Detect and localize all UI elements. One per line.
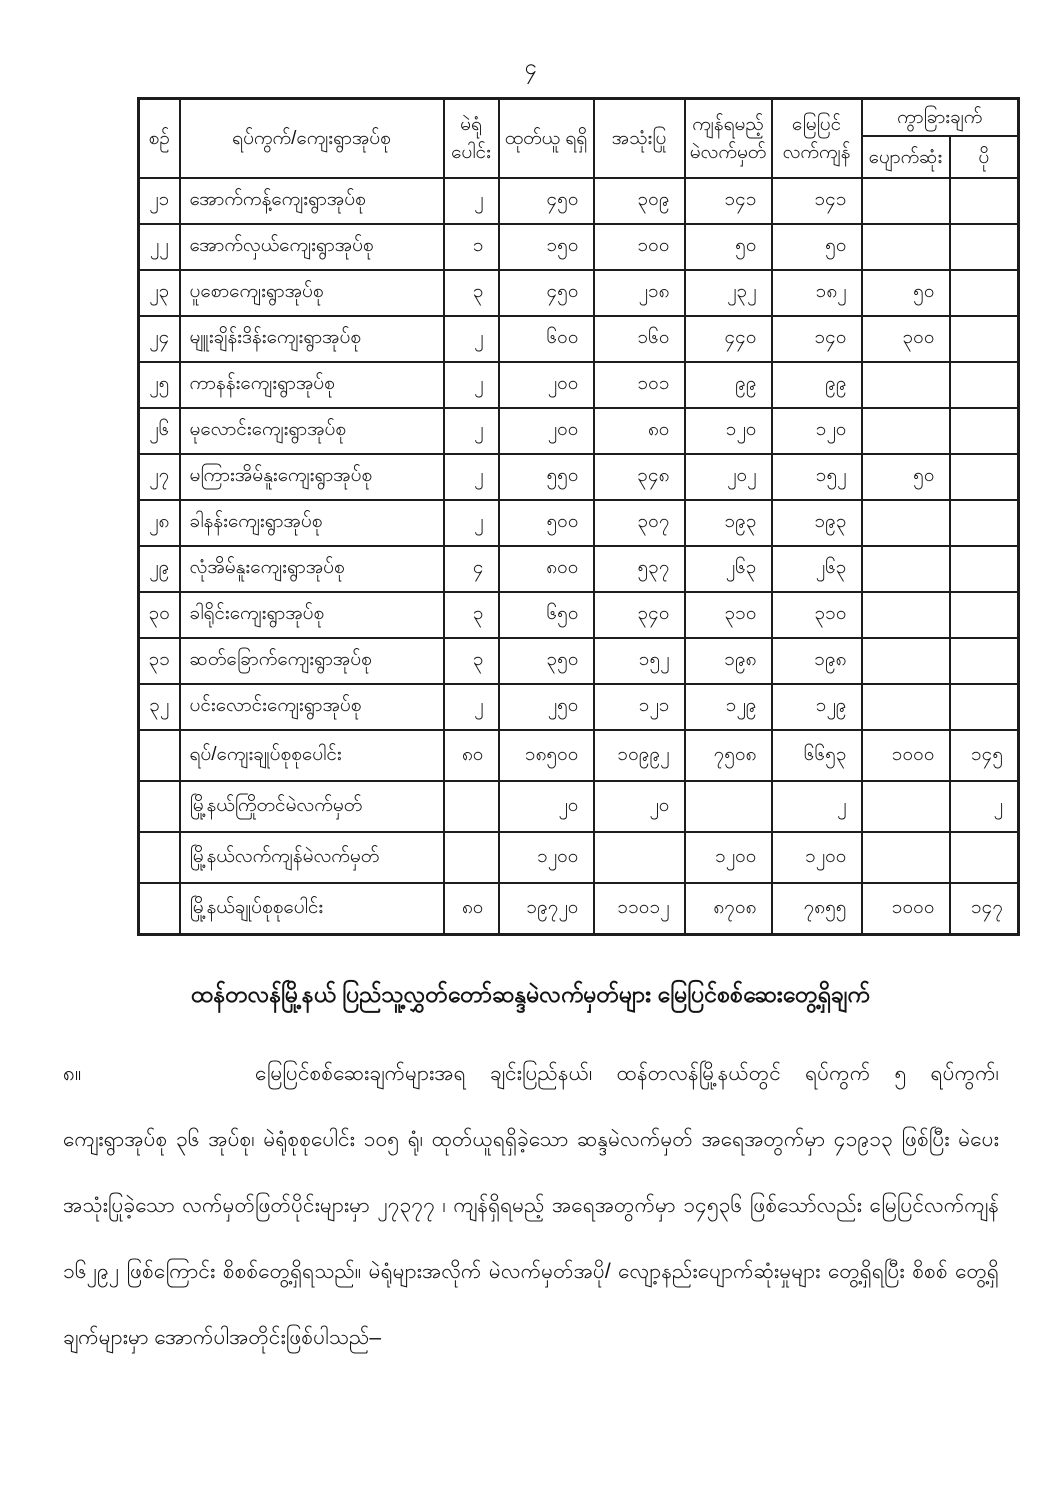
cell-count: ၂၀၂ <box>685 454 772 500</box>
header-used: အသုံးပြု <box>594 98 685 178</box>
cell-count: ၂၀ <box>499 781 594 832</box>
cell-count: ၁၉၈ <box>685 638 772 684</box>
cell-serial: ၂၄ <box>139 316 180 362</box>
cell-summary-label: မြို့နယ်လက်ကျန်မဲလက်မှတ် <box>180 832 444 883</box>
cell-count <box>862 546 950 592</box>
table-row <box>139 270 1019 316</box>
cell-serial: ၂၆ <box>139 408 180 454</box>
cell-count: ၅၀ <box>862 270 950 316</box>
cell-count: ၃ <box>444 270 499 316</box>
cell-count: ၂ <box>950 781 1019 832</box>
cell-count: ၂ <box>444 408 499 454</box>
ballot-results-table <box>137 97 1020 937</box>
cell-count <box>950 178 1019 224</box>
cell-count: ၅၃၇ <box>594 546 685 592</box>
cell-count: ၂၅၀ <box>499 684 594 730</box>
cell-count: ၈၇၀၈ <box>685 883 772 935</box>
cell-count <box>950 500 1019 546</box>
cell-count: ၂၃၂ <box>685 270 772 316</box>
table-row <box>139 408 1019 454</box>
cell-count: ၁၉၃ <box>685 500 772 546</box>
cell-count: ၈၀ <box>444 730 499 781</box>
cell-count: ၉၉ <box>685 362 772 408</box>
cell-count: ၁၅၂ <box>772 454 862 500</box>
cell-count: ၃၄၀ <box>594 592 685 638</box>
cell-count <box>862 638 950 684</box>
table-row <box>139 592 1019 638</box>
cell-count <box>950 592 1019 638</box>
cell-serial <box>139 781 180 832</box>
cell-count: ၃၀၉ <box>594 178 685 224</box>
cell-count: ၁ <box>444 224 499 270</box>
cell-count: ၁၈၅၀၀ <box>499 730 594 781</box>
cell-count: ၂ <box>444 500 499 546</box>
header-extra: ပို <box>950 136 1019 178</box>
cell-summary-label: ရပ်/ကျေးချုပ်စုစုပေါင်း <box>180 730 444 781</box>
summary-row <box>139 832 1019 883</box>
cell-serial: ၃၂ <box>139 684 180 730</box>
cell-serial: ၂၂ <box>139 224 180 270</box>
cell-count: ၈၀ <box>594 408 685 454</box>
cell-count <box>862 178 950 224</box>
cell-count: ၃၁၀ <box>772 592 862 638</box>
cell-count: ၁၀၀ <box>594 224 685 270</box>
cell-ward-village-name: လုံအိမ်နူးကျေးရွာအုပ်စု <box>180 546 444 592</box>
cell-count <box>594 832 685 883</box>
cell-count: ၂၀၀ <box>499 408 594 454</box>
cell-count: ၅၀၀ <box>499 500 594 546</box>
cell-count: ၂၀၀ <box>499 362 594 408</box>
cell-ward-village-name: မျူးချိန်းဒိန်းကျေးရွာအုပ်စု <box>180 316 444 362</box>
header-polling-stations: မဲရုံ ပေါင်း <box>444 98 499 178</box>
cell-count: ၈၀၀ <box>499 546 594 592</box>
cell-ward-village-name: ပင်းလောင်းကျေးရွာအုပ်စု <box>180 684 444 730</box>
cell-count: ၂၁၈ <box>594 270 685 316</box>
cell-count: ၅၀ <box>862 454 950 500</box>
cell-count: ၁၀၁ <box>594 362 685 408</box>
cell-count: ၉၉ <box>772 362 862 408</box>
cell-count: ၂ <box>444 316 499 362</box>
cell-count: ၈၀ <box>444 883 499 935</box>
cell-serial: ၂၁ <box>139 178 180 224</box>
cell-count: ၁၆၀ <box>594 316 685 362</box>
table-header <box>139 98 1019 178</box>
cell-count: ၁၄၀ <box>772 316 862 362</box>
cell-count: ၇၈၅၅ <box>772 883 862 935</box>
cell-count: ၃၁၀ <box>685 592 772 638</box>
cell-count: ၁၂၁ <box>594 684 685 730</box>
cell-count: ၁၄၇ <box>950 883 1019 935</box>
paragraph-number: ၈။ <box>63 1062 82 1086</box>
cell-count: ၁၄၁ <box>685 178 772 224</box>
cell-count: ၁၂၀၀ <box>772 832 862 883</box>
cell-count: ၂၆၃ <box>772 546 862 592</box>
cell-summary-label: မြို့နယ်ကြိုတင်မဲလက်မှတ် <box>180 781 444 832</box>
cell-serial: ၂၅ <box>139 362 180 408</box>
cell-serial <box>139 883 180 935</box>
cell-count: ၂ <box>772 781 862 832</box>
cell-count: ၄၄၀ <box>685 316 772 362</box>
header-lost: ပျောက်ဆုံး <box>862 136 950 178</box>
cell-serial: ၂၃ <box>139 270 180 316</box>
cell-count: ၅၀ <box>772 224 862 270</box>
cell-count: ၂ <box>444 178 499 224</box>
header-ward-village: ရပ်ကွက်/ကျေးရွာအုပ်စု <box>180 98 444 178</box>
cell-ward-village-name: မကြားအိမ်နူးကျေးရွာအုပ်စု <box>180 454 444 500</box>
cell-count: ၃၄၈ <box>594 454 685 500</box>
cell-count: ၁၀၉၉၂ <box>594 730 685 781</box>
cell-count: ၁၂၉ <box>772 684 862 730</box>
table-row <box>139 178 1019 224</box>
cell-count: ၅၀ <box>685 224 772 270</box>
cell-count: ၁၉၇၂၀ <box>499 883 594 935</box>
cell-ward-village-name: ကာနန်းကျေးရွာအုပ်စု <box>180 362 444 408</box>
table-row <box>139 546 1019 592</box>
summary-row <box>139 883 1019 935</box>
header-difference: ကွာခြားချက် <box>862 98 1019 136</box>
header-ground-balance: မြေပြင် လက်ကျန် <box>772 98 862 178</box>
cell-ward-village-name: ပူစောကျေးရွာအုပ်စု <box>180 270 444 316</box>
cell-count <box>862 362 950 408</box>
cell-serial: ၂၇ <box>139 454 180 500</box>
header-received: ထုတ်ယူ ရရှိ <box>499 98 594 178</box>
cell-count <box>444 832 499 883</box>
cell-count: ၃၅၀ <box>499 638 594 684</box>
cell-count: ၁၀၀၀ <box>862 730 950 781</box>
cell-count: ၁၂၀ <box>685 408 772 454</box>
cell-count: ၂၀ <box>594 781 685 832</box>
table-body <box>139 178 1019 935</box>
cell-serial: ၂၈ <box>139 500 180 546</box>
cell-count <box>950 224 1019 270</box>
cell-count: ၁၂၀၀ <box>499 832 594 883</box>
page-number: ၄ <box>524 54 537 79</box>
cell-count <box>862 781 950 832</box>
cell-count <box>950 270 1019 316</box>
cell-serial <box>139 730 180 781</box>
cell-count <box>862 224 950 270</box>
cell-count: ၁၄၅ <box>950 730 1019 781</box>
cell-ward-village-name: ခါနန်းကျေးရွာအုပ်စု <box>180 500 444 546</box>
cell-count <box>685 781 772 832</box>
cell-count: ၅၅၀ <box>499 454 594 500</box>
cell-count <box>862 684 950 730</box>
table-row <box>139 224 1019 270</box>
cell-count <box>950 362 1019 408</box>
table-row <box>139 362 1019 408</box>
cell-ward-village-name: အောက်ကန့်ကျေးရွာအုပ်စု <box>180 178 444 224</box>
cell-count: ၂ <box>444 454 499 500</box>
cell-count <box>862 408 950 454</box>
cell-ward-village-name: ခါရိုင်းကျေးရွာအုပ်စု <box>180 592 444 638</box>
cell-ward-village-name: ဆတ်ခြောက်ကျေးရွာအုပ်စု <box>180 638 444 684</box>
cell-count: ၁၂၀ <box>772 408 862 454</box>
cell-count: ၄၅၀ <box>499 178 594 224</box>
cell-count <box>444 781 499 832</box>
cell-count: ၃၀၇ <box>594 500 685 546</box>
table-row <box>139 684 1019 730</box>
cell-count: ၃၀၀ <box>862 316 950 362</box>
cell-count <box>950 454 1019 500</box>
cell-count: ၁၂၉ <box>685 684 772 730</box>
cell-count: ၁၅၀ <box>499 224 594 270</box>
cell-serial <box>139 832 180 883</box>
section-heading: ထန်တလန်မြို့နယ် ပြည်သူ့လွှတ်တော်ဆန္ဒမဲလက်မှတ်များ မြေပြင်စစ်ဆေးတွေ့ရှိချက် <box>191 981 870 1008</box>
cell-ward-village-name: မုလောင်းကျေးရွာအုပ်စု <box>180 408 444 454</box>
cell-count: ၁၂၀၀ <box>685 832 772 883</box>
cell-count: ၁၁၀၁၂ <box>594 883 685 935</box>
cell-count: ၆၆၅၃ <box>772 730 862 781</box>
cell-count <box>950 316 1019 362</box>
cell-count: ၁၅၂ <box>594 638 685 684</box>
cell-summary-label: မြို့နယ်ချုပ်စုစုပေါင်း <box>180 883 444 935</box>
cell-count: ၁၉၈ <box>772 638 862 684</box>
cell-count: ၃ <box>444 638 499 684</box>
table-row <box>139 638 1019 684</box>
cell-count: ၂ <box>444 684 499 730</box>
cell-count: ၁၈၂ <box>772 270 862 316</box>
cell-count <box>950 546 1019 592</box>
cell-count: ၆၅၀ <box>499 592 594 638</box>
cell-count: ၂၆၃ <box>685 546 772 592</box>
table-row <box>139 500 1019 546</box>
cell-count <box>862 500 950 546</box>
cell-count: ၁၀၀၀ <box>862 883 950 935</box>
cell-count: ၇၅၀၈ <box>685 730 772 781</box>
cell-count: ၆၀၀ <box>499 316 594 362</box>
cell-count <box>950 684 1019 730</box>
cell-serial: ၃၀ <box>139 592 180 638</box>
cell-count: ၄၅၀ <box>499 270 594 316</box>
summary-row <box>139 781 1019 832</box>
cell-count: ၂ <box>444 362 499 408</box>
cell-count: ၁၄၁ <box>772 178 862 224</box>
paragraph-text: မြေပြင်စစ်ဆေးချက်များအရ ချင်းပြည်နယ်၊ ထန်တလန်မြို့နယ်တွင် ရပ်ကွက် ၅ ရပ်ကွက်၊ ကျေးရွာအုပ်စု ၃၆ အုပ်စု၊ မဲရုံစုစုပေါင်း ၁၀၅ ရုံ၊ ထုတ်ယူရရှိခဲ့သော ဆန္ဒမဲလက်မှတ် အရေအတွက်မှာ ၄၁၉၁၃ ဖြစ်ပြီး မဲပေးအသုံးပြုခဲ့သော လက်မှတ်ဖြတ်ပိုင်းများမှာ ၂၇၃၇၇ ၊ ကျန်ရှိရမည့် အရေအတွက်မှာ ၁၄၅၃၆ ဖြစ်သော်လည်း မြေပြင်လက်ကျန် ၁၆၂၉၂ ဖြစ်ကြောင်း စိစစ်တွေ့ရှိရသည်။ မဲရုံများအလိုက် မဲလက်မှတ်အပို/ လျော့နည်းပျောက်ဆုံးမှုများ တွေ့ရှိရပြီး စိစစ် တွေ့ရှိချက်များမှာ အောက်ပါအတိုင်းဖြစ်ပါသည်– <box>63 1062 999 1350</box>
cell-count: ၃ <box>444 592 499 638</box>
cell-ward-village-name: အောက်လှယ်ကျေးရွာအုပ်စု <box>180 224 444 270</box>
cell-count <box>950 408 1019 454</box>
cell-count <box>950 832 1019 883</box>
header-serial: စဉ် <box>139 98 180 178</box>
cell-serial: ၂၉ <box>139 546 180 592</box>
cell-count <box>950 638 1019 684</box>
cell-count <box>862 592 950 638</box>
findings-paragraph <box>63 1041 999 1371</box>
cell-count <box>862 832 950 883</box>
cell-count: ၄ <box>444 546 499 592</box>
table-row <box>139 454 1019 500</box>
header-remaining-ballots: ကျန်ရမည့် မဲလက်မှတ် <box>685 98 772 178</box>
cell-count: ၁၉၃ <box>772 500 862 546</box>
table-row <box>139 316 1019 362</box>
summary-row <box>139 730 1019 781</box>
cell-serial: ၃၁ <box>139 638 180 684</box>
